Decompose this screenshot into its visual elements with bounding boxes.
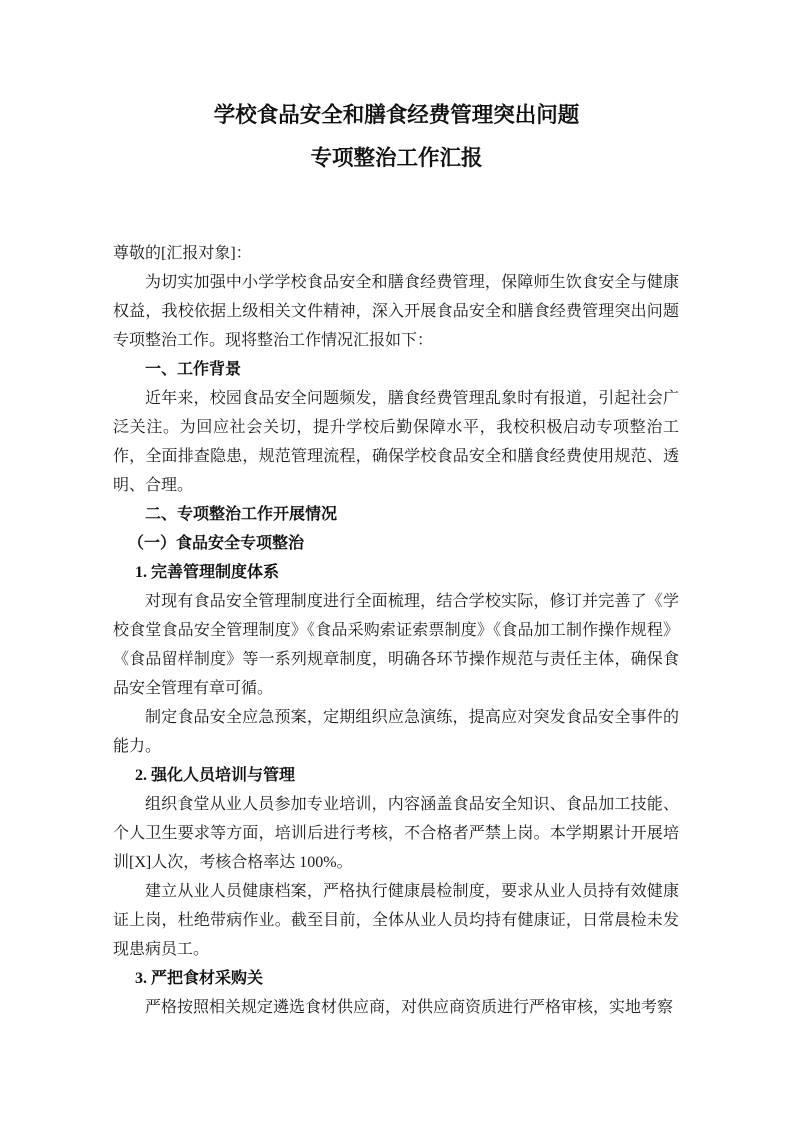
body-paragraph: 为切实加强中小学学校食品安全和膳食经费管理，保障师生饮食安全与健康权益，我校依据上级相关文件精神，深入开展食品安全和膳食经费管理突出问题专项整治工作。现将整治工作情况汇报如下： [113,274,679,349]
body-paragraph: 制定食品安全应急预案，定期组织应急演练，提高应对突发食品安全事件的能力。 [113,709,679,755]
salutation-line: 尊敬的[汇报对象]： [113,245,252,262]
numbered-heading: 2. 强化人员培训与管理 [135,767,296,784]
numbered-heading: 3. 严把食材采购关 [135,970,264,987]
body-paragraph: 组织食堂从业人员参加专业培训，内容涵盖食品安全知识、食品加工技能、个人卫生要求等方面，培训后进行考核，不合格者严禁上岗。本学期累计开展培训[X]人次，考核合格率达 100%。 [113,796,679,871]
section-heading: 一、工作背景 [145,361,242,378]
document-body [113,239,679,1022]
body-paragraph: 严格按照相关规定遴选食材供应商，对供应商资质进行严格审核，实地考察 [145,999,674,1016]
body-paragraph: 近年来，校园食品安全问题频发，膳食经费管理乱象时有报道，引起社会广泛关注。为回应社会关切，提升学校后勤保障水平，我校积极启动专项整治工作，全面排查隐患，规范管理流程，确保学校食品安全和膳食经费使用规范、透明、合理。 [113,390,679,494]
section-heading: 二、专项整治工作开展情况 [145,506,338,523]
document-title-line-2: 专项整治工作汇报 [310,146,483,170]
subsection-heading: （一）食品安全专项整治 [128,535,305,552]
document-title [113,94,680,180]
body-paragraph: 建立从业人员健康档案，严格执行健康晨检制度，要求从业人员持有效健康证上岗，杜绝带病作业。截至目前，全体从业人员均持有健康证，日常晨检未发现患病员工。 [113,883,679,958]
numbered-heading: 1. 完善管理制度体系 [135,564,280,581]
body-paragraph: 对现有食品安全管理制度进行全面梳理，结合学校实际，修订并完善了《学校食堂食品安全管理制度》《食品采购索证索票制度》《食品加工制作操作规程》《食品留样制度》等一系列规章制度，明确各环节操作规范与责任主体，确保食品安全管理有章可循。 [113,593,679,697]
document-title-line-1: 学校食品安全和膳食经费管理突出问题 [213,103,580,127]
